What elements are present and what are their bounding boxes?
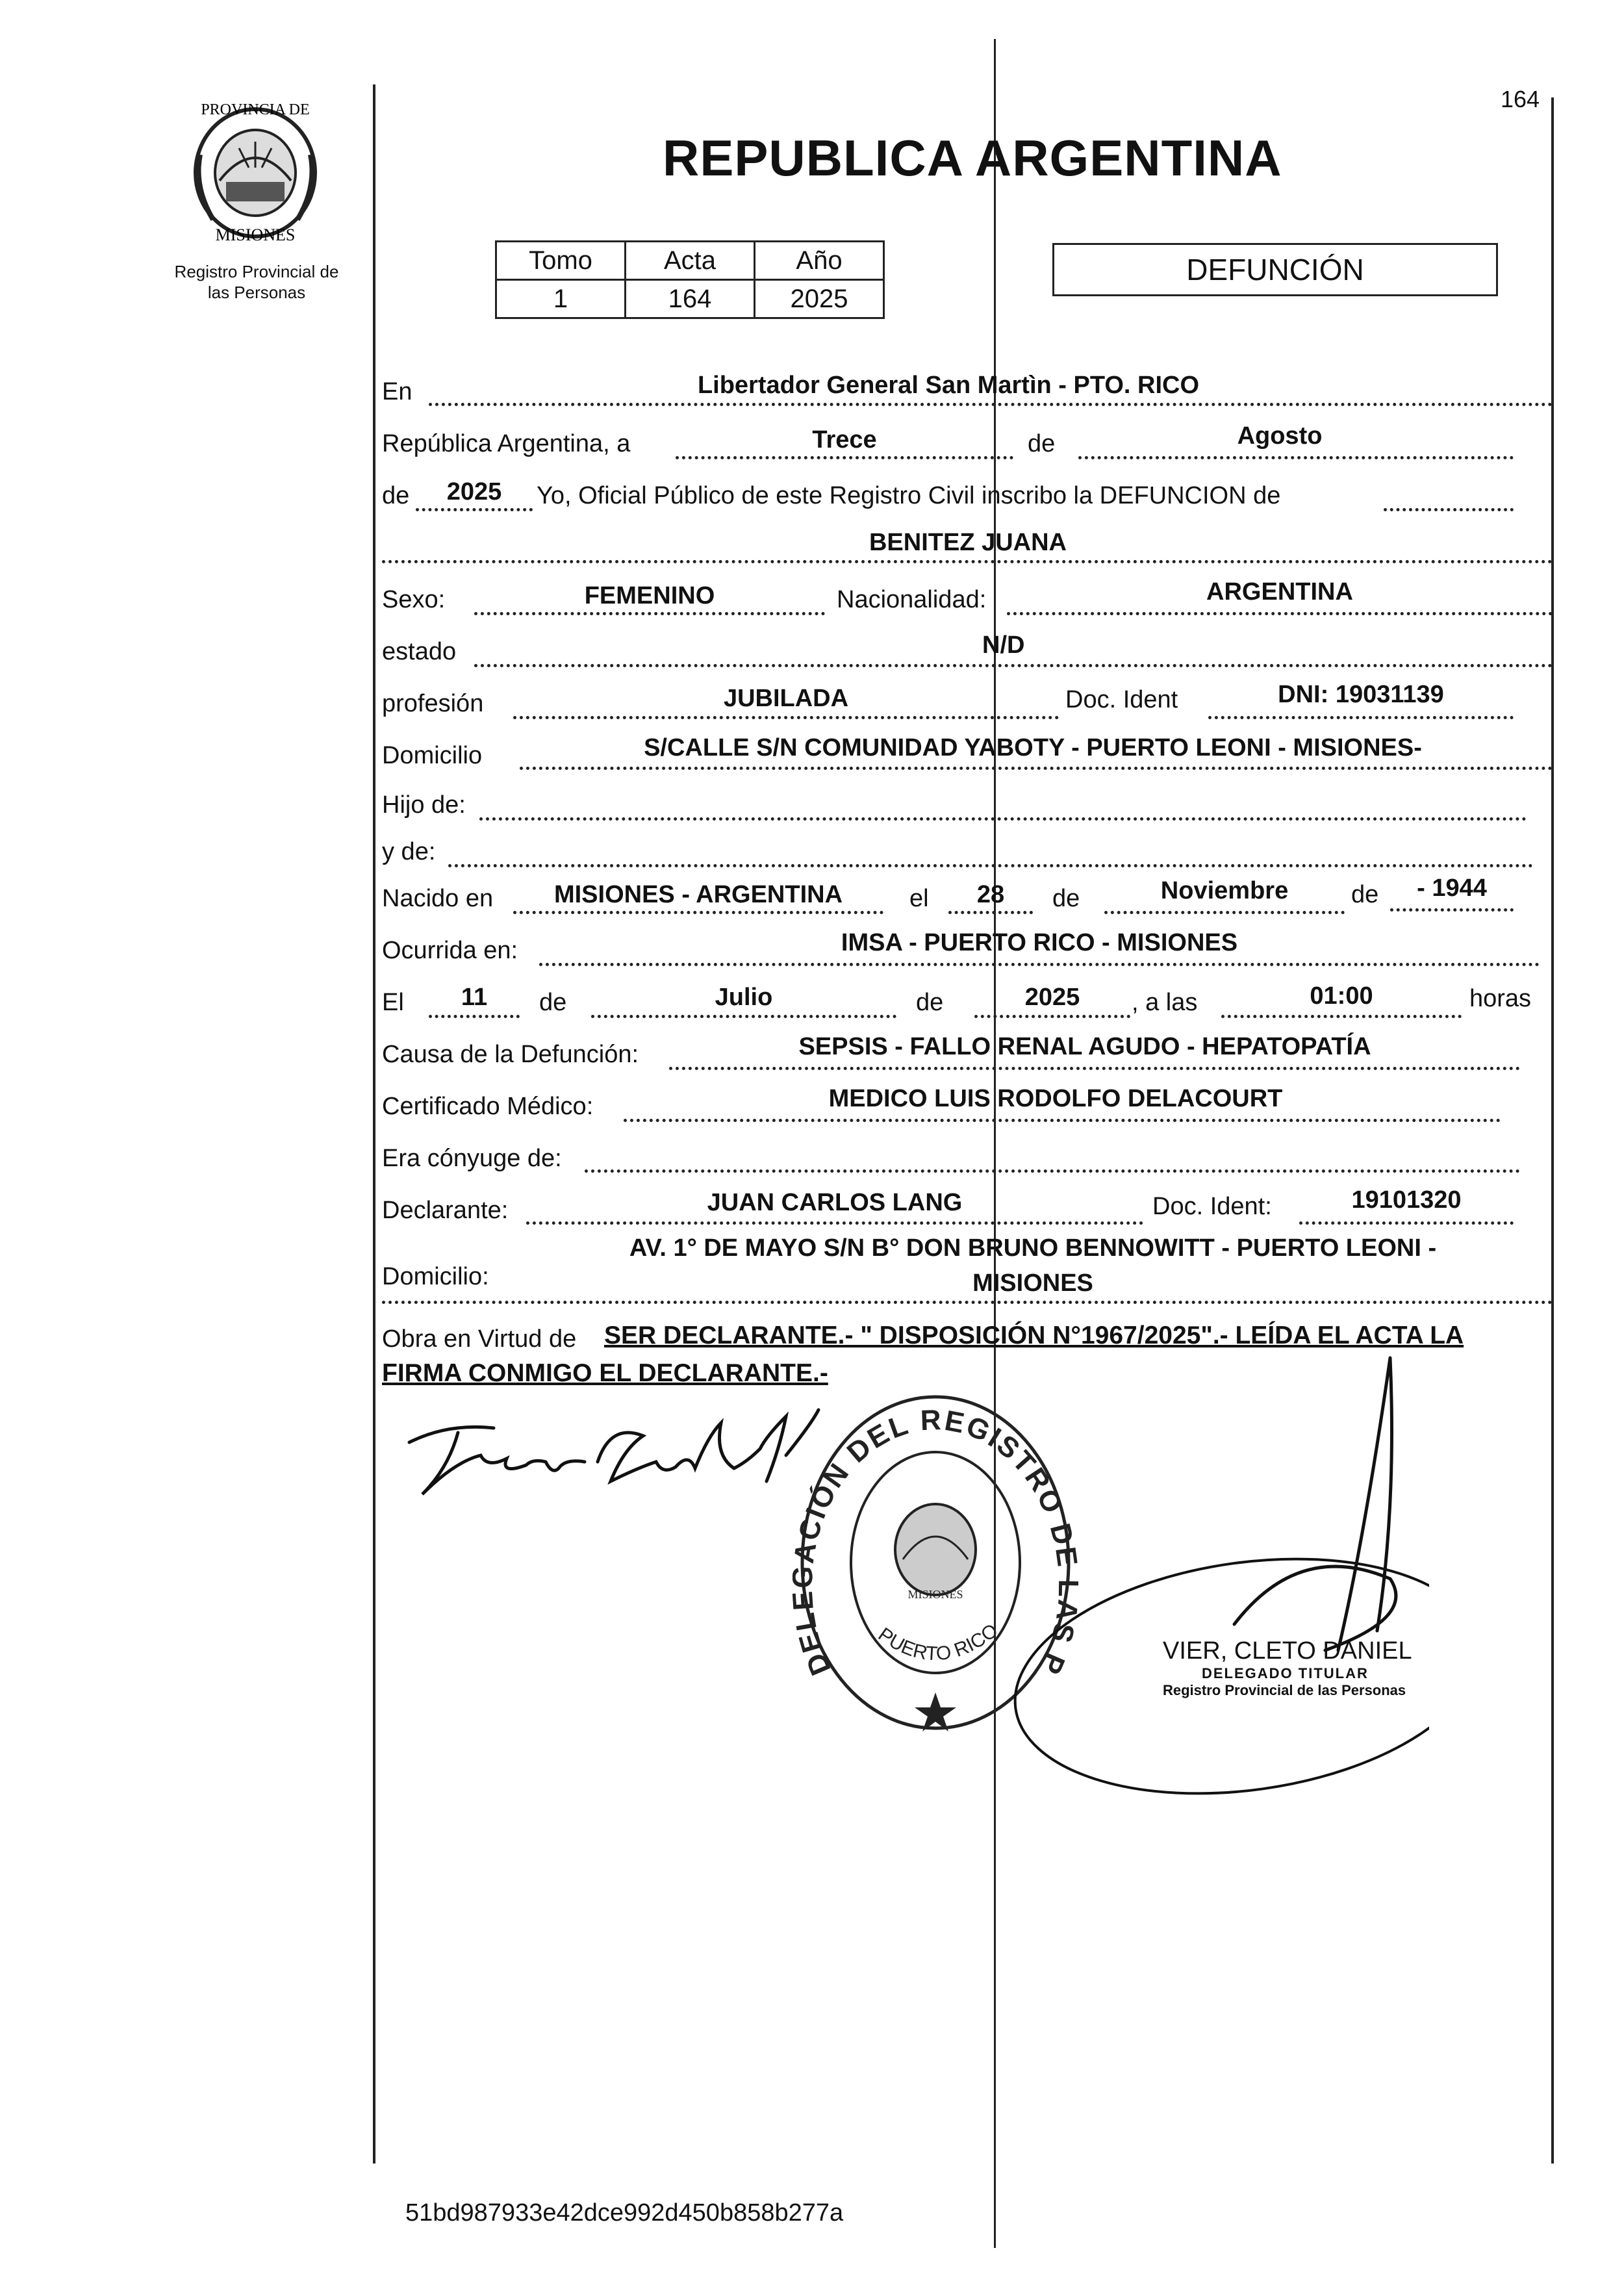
conyuge-label: Era cónyuge de:: [382, 1145, 562, 1172]
death-time-value: 01:00: [1310, 982, 1373, 1010]
republica-label: República Argentina, a: [382, 430, 631, 457]
sexo-line: [474, 612, 825, 615]
month-value: Agosto: [1237, 422, 1323, 450]
nacionalidad-label: Nacionalidad:: [837, 586, 987, 613]
year-value: 2025: [446, 478, 502, 505]
death-month-line: [591, 1015, 896, 1018]
certificado-line: [624, 1119, 1501, 1122]
profesion-line: [513, 716, 1059, 719]
death-time-line: [1221, 1015, 1462, 1018]
day-line: [676, 456, 1013, 459]
doc-ident2-value: 19101320: [1351, 1186, 1462, 1214]
certificado-label: Certificado Médico:: [382, 1093, 594, 1120]
registry-line-2: las Personas: [207, 283, 306, 302]
domicilio2-line: [382, 1301, 1553, 1304]
month-line: [1078, 456, 1514, 459]
domicilio2-label: Domicilio:: [382, 1263, 489, 1290]
ocurrida-value: IMSA - PUERTO RICO - MISIONES: [841, 929, 1238, 956]
document-hash: 51bd987933e42dce992d450b858b277a: [405, 2199, 844, 2227]
conyuge-line: [585, 1169, 1520, 1173]
en-line: [429, 403, 1553, 406]
officer-signature: [844, 1345, 1429, 1800]
ocurrida-line: [539, 963, 1540, 966]
obra-label: Obra en Virtud de: [382, 1325, 577, 1353]
center-fold-line: [994, 39, 996, 2248]
yo-text: Yo, Oficial Público de este Registro Civil inscribo la DEFUNCION de: [537, 482, 1281, 509]
domicilio2-line2: MISIONES: [972, 1270, 1093, 1297]
birth-year-line: [1390, 908, 1514, 912]
svg-text:PROVINCIA DE: PROVINCIA DE: [201, 101, 310, 118]
de-label: de: [1028, 430, 1056, 457]
hijo-label: Hijo de:: [382, 791, 466, 819]
nacionalidad-line: [1007, 612, 1553, 615]
registry-line-1: Registro Provincial de: [174, 262, 339, 281]
svg-text:PUERTO RICO: PUERTO RICO: [874, 1619, 1002, 1665]
act-type-box: DEFUNCIÓN: [1052, 243, 1498, 296]
de4-label: de: [1351, 881, 1379, 908]
nacionalidad-value: ARGENTINA: [1206, 578, 1353, 606]
table-value-acta: 164: [626, 280, 755, 318]
estado-line: [474, 664, 1553, 667]
left-margin-line: [373, 84, 375, 2164]
officer-office: Registro Provincial de las Personas: [1163, 1682, 1406, 1698]
death-year-value: 2025: [1024, 984, 1080, 1011]
birth-month-line: [1104, 911, 1345, 914]
table-value-anio: 2025: [755, 280, 884, 318]
nacido-value: MISIONES - ARGENTINA: [553, 881, 843, 908]
nacido-line: [513, 911, 883, 914]
day-value: Trece: [812, 426, 877, 453]
page-title: REPUBLICA ARGENTINA: [663, 129, 1282, 186]
page-number: 164: [1501, 86, 1540, 112]
yo-line: [1384, 508, 1514, 511]
obra-value-line2: FIRMA CONMIGO EL DECLARANTE.-: [382, 1359, 828, 1387]
sexo-value: FEMENINO: [584, 582, 715, 609]
svg-text:MISIONES: MISIONES: [907, 1588, 963, 1601]
causa-line: [669, 1067, 1520, 1070]
officer-name: VIER, CLETO DANIEL: [1163, 1637, 1412, 1665]
profesion-label: profesión: [382, 690, 484, 717]
birth-day-line: [948, 911, 1033, 914]
causa-value: SEPSIS - FALLO RENAL AGUDO - HEPATOPATÍA: [798, 1033, 1371, 1060]
declarante-line: [526, 1221, 1143, 1225]
name-line: [382, 560, 1553, 563]
profesion-value: JUBILADA: [723, 685, 849, 712]
estado-label: estado: [382, 638, 457, 665]
death-year-line: [974, 1015, 1130, 1018]
declarante-label: Declarante:: [382, 1197, 509, 1224]
domicilio-value: S/CALLE S/N COMUNIDAD YABOTY - PUERTO LEONI - MISIONES-: [644, 734, 1422, 761]
table-value-tomo: 1: [496, 280, 626, 318]
act-number-table: [495, 240, 885, 319]
obra-value-line1: SER DECLARANTE.- " DISPOSICIÓN N°1967/2025".- LEÍDA EL ACTA LA: [604, 1321, 1464, 1349]
domicilio-label: Domicilio: [382, 742, 483, 769]
doc-ident-line: [1208, 716, 1514, 719]
yde-label: y de:: [382, 838, 436, 865]
en-label: En: [382, 378, 412, 405]
officer-title: DELEGADO TITULAR: [1202, 1665, 1369, 1681]
horas-label: horas: [1469, 985, 1532, 1012]
officer-block: [1163, 1637, 1527, 1699]
en-value: Libertador General San Martìn - PTO. RICO: [697, 372, 1200, 399]
doc-ident2-label: Doc. Ident:: [1152, 1193, 1272, 1220]
de2-label: de: [382, 482, 410, 509]
table-header-anio: Año: [755, 242, 884, 280]
doc-ident-label: Doc. Ident: [1065, 686, 1178, 713]
certificado-value: MEDICO LUIS RODOLFO DELACOURT: [828, 1085, 1283, 1112]
el2-label: El: [382, 989, 404, 1016]
yde-line: [448, 864, 1533, 867]
estado-value: N/D: [982, 632, 1025, 659]
provincial-seal: [187, 96, 324, 246]
sexo-label: Sexo:: [382, 586, 446, 613]
ocurrida-label: Ocurrida en:: [382, 937, 518, 964]
svg-text:DELEGACIÓN DEL REGISTRO DE LAS: DE CIÓN DEL REGISTRO D S P: [793, 1404, 1078, 1681]
table-header-tomo: Tomo: [496, 242, 626, 280]
de5-label: de: [539, 989, 567, 1016]
de3-label: de: [1052, 885, 1080, 912]
doc-ident2-line: [1299, 1221, 1514, 1225]
el-label: el: [909, 885, 929, 912]
registry-label: [156, 261, 357, 303]
svg-text:MISIONES: MISIONES: [215, 225, 296, 244]
domicilio2-line1: AV. 1° DE MAYO S/N B° DON BRUNO BENNOWITT - PUERTO LEONI -: [629, 1234, 1437, 1262]
alas-label: , a las: [1132, 989, 1198, 1016]
doc-ident-value: DNI: 19031139: [1278, 681, 1444, 708]
death-day-value: 11: [461, 984, 488, 1011]
birth-year-value: - 1944: [1417, 874, 1487, 902]
year-line: [416, 508, 533, 511]
table-header-acta: Acta: [626, 242, 755, 280]
nacido-label: Nacido en: [382, 885, 494, 912]
death-day-line: [429, 1015, 520, 1018]
deceased-name: BENITEZ JUANA: [869, 529, 1067, 556]
right-margin-line: [1551, 97, 1554, 2164]
birth-month-value: Noviembre: [1160, 877, 1289, 904]
death-month-value: Julio: [715, 984, 773, 1011]
birth-day-value: 28: [976, 881, 1005, 908]
declarante-value: JUAN CARLOS LANG: [707, 1189, 963, 1216]
de6-label: de: [916, 989, 944, 1016]
causa-label: Causa de la Defunción:: [382, 1041, 639, 1068]
domicilio-line: [520, 767, 1553, 770]
hijo-line: [479, 817, 1527, 821]
